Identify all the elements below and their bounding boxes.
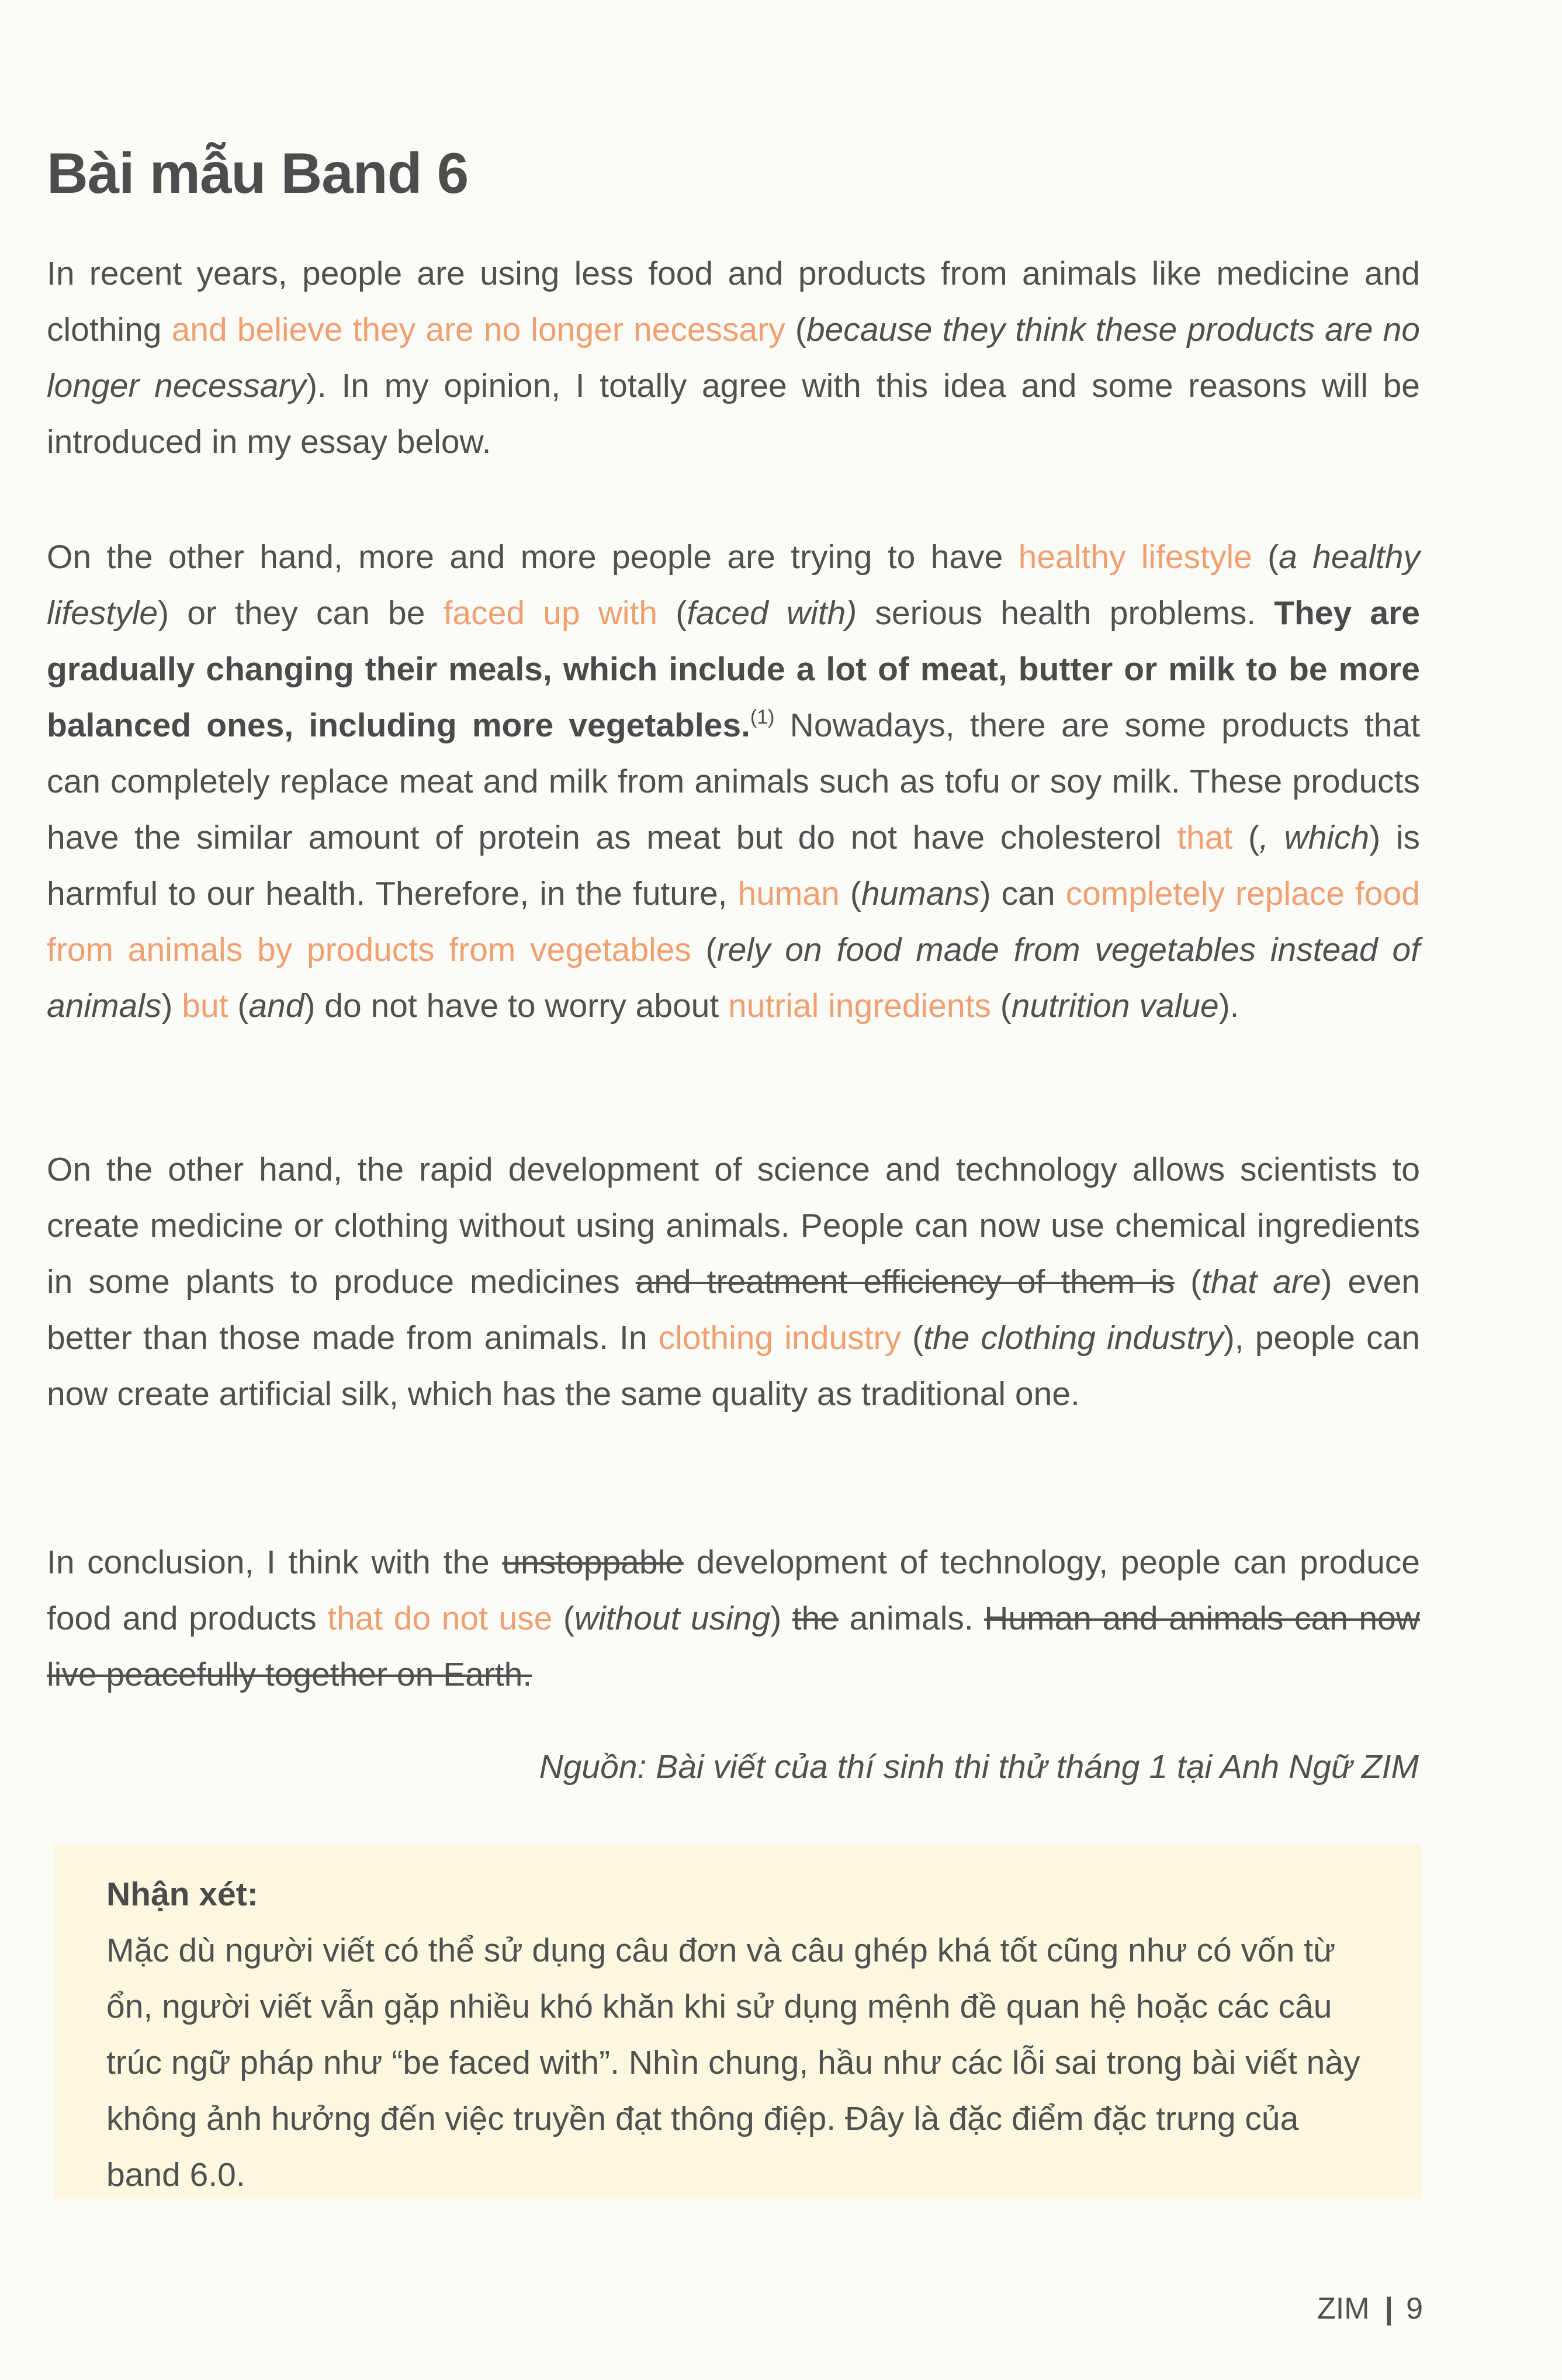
review-body: Mặc dù người viết có thể sử dụng câu đơn và câu ghép khá tốt cũng như có vốn từ ổn, người viết vẫn gặp nhiều khó khăn khi sử dụng mệnh đề quan hệ hoặc các câu trúc ngữ pháp như “be faced with”. Nhìn chung, hầu như các lỗi sai trong bài viết này không ảnh hưởng đến việc truyền đạt thông điệp. Đây là đặc điểm đặc trưng của band 6.0. — [106, 1932, 1360, 2194]
footnote-marker: (1) — [750, 706, 775, 728]
essay-paragraph-body-1 — [47, 529, 1420, 1034]
error-highlight: but — [182, 987, 228, 1025]
error-highlight: that do not use — [327, 1600, 553, 1637]
source-citation: Nguồn: Bài viết của thí sinh thi thử tháng 1 tại Anh Ngữ ZIM — [539, 1748, 1419, 1786]
text-span: ) — [161, 987, 182, 1025]
error-highlight: clothing industry — [658, 1319, 901, 1357]
text-span: In conclusion, I think with the — [47, 1544, 503, 1581]
page-number: 9 — [1406, 2292, 1423, 2326]
error-highlight: faced up with — [443, 594, 658, 632]
error-highlight: that — [1177, 819, 1233, 856]
text-span: ), people can now create artificial silk, which has the same quality as traditional one. — [47, 1319, 1421, 1413]
footer-separator: | — [1384, 2292, 1394, 2326]
correction-italic: a healthy lifestyle — [47, 538, 1420, 632]
page-footer — [1317, 2291, 1423, 2326]
essay-paragraph-intro — [47, 245, 1420, 470]
text-span: ) or they can be — [158, 594, 444, 632]
text-span: ( — [901, 1319, 924, 1357]
review-box — [54, 1844, 1421, 2199]
correction-italic: and — [248, 987, 304, 1025]
text-span: serious health problems. — [857, 594, 1274, 632]
page-title: Bài mẫu Band 6 — [47, 141, 469, 205]
error-highlight: human — [737, 875, 840, 912]
text-span: ( — [552, 1600, 574, 1637]
text-span: development of technology, people can produce food and products — [47, 1544, 1421, 1637]
text-span: ( — [657, 594, 687, 632]
text-span: ) can — [979, 875, 1066, 912]
correction-italic: because they think these products are no longer necessary — [47, 311, 1420, 404]
text-span: ) do not have to worry about — [304, 987, 729, 1025]
correction-italic: humans — [861, 875, 980, 912]
text-span: ( — [228, 987, 249, 1025]
error-highlight: nutrial ingredients — [728, 987, 991, 1025]
error-highlight: completely replace food from animals by products from vegetables — [47, 875, 1420, 968]
text-span: ( — [691, 931, 717, 968]
text-span: On the other hand, more and more people are trying to have — [47, 538, 1019, 576]
text-span: In recent years, people are using less food and products from animals like medicine and clothing — [47, 255, 1420, 348]
text-span: ). — [1218, 987, 1239, 1025]
text-span: ) — [770, 1600, 792, 1637]
essay-paragraph-conclusion — [47, 1534, 1420, 1703]
correction-italic: , which — [1259, 819, 1370, 856]
review-title: Nhận xét: — [106, 1876, 258, 1913]
error-highlight: healthy lifestyle — [1018, 538, 1252, 576]
text-span: ( — [839, 875, 861, 912]
strikethrough-text: and treatment efficiency of them is — [635, 1263, 1175, 1300]
text-span: ( — [1252, 538, 1279, 576]
correction-italic: that are — [1201, 1263, 1321, 1300]
bold-sentence: They are gradually changing their meals, which include a lot of meat, butter or milk to be more balanced ones, including more vegetables. — [47, 594, 1420, 744]
correction-italic: rely on food made from vegetables instead of animals — [47, 931, 1421, 1025]
text-span: On the other hand, the rapid development of science and technology allows scientists to create medicine or clothing without using animals. People can now use chemical ingredients in some plants to produce medicines — [47, 1151, 1420, 1300]
text-span: animals. — [838, 1600, 985, 1637]
strikethrough-text: unstoppable — [502, 1544, 684, 1581]
correction-italic: faced with) — [687, 594, 857, 632]
footer-brand: ZIM — [1317, 2292, 1370, 2326]
text-span: ( — [1232, 819, 1259, 856]
text-span: ) is harmful to our health. Therefore, in the future, — [47, 819, 1421, 912]
correction-italic: the clothing industry — [923, 1319, 1224, 1357]
text-span: ( — [990, 987, 1012, 1025]
strikethrough-text: Human and animals can now live peacefully together on Earth. — [47, 1600, 1420, 1693]
correction-italic: nutrition value — [1011, 987, 1219, 1025]
correction-italic: without using — [574, 1600, 771, 1637]
strikethrough-text: the — [792, 1600, 839, 1637]
text-span: ) even better than those made from animals. In — [47, 1263, 1420, 1357]
essay-paragraph-body-2 — [47, 1141, 1420, 1422]
text-span: ( — [785, 311, 806, 348]
text-span: ( — [1175, 1263, 1202, 1300]
text-span: Nowadays, there are some products that can completely replace meat and milk from animals such as tofu or soy milk. These products have the similar amount of protein as meat but do not have cholesterol — [47, 707, 1420, 856]
text-span: ). In my opinion, I totally agree with this idea and some reasons will be introduced in my essay below. — [47, 367, 1420, 461]
error-highlight: and believe they are no longer necessary — [171, 311, 785, 348]
